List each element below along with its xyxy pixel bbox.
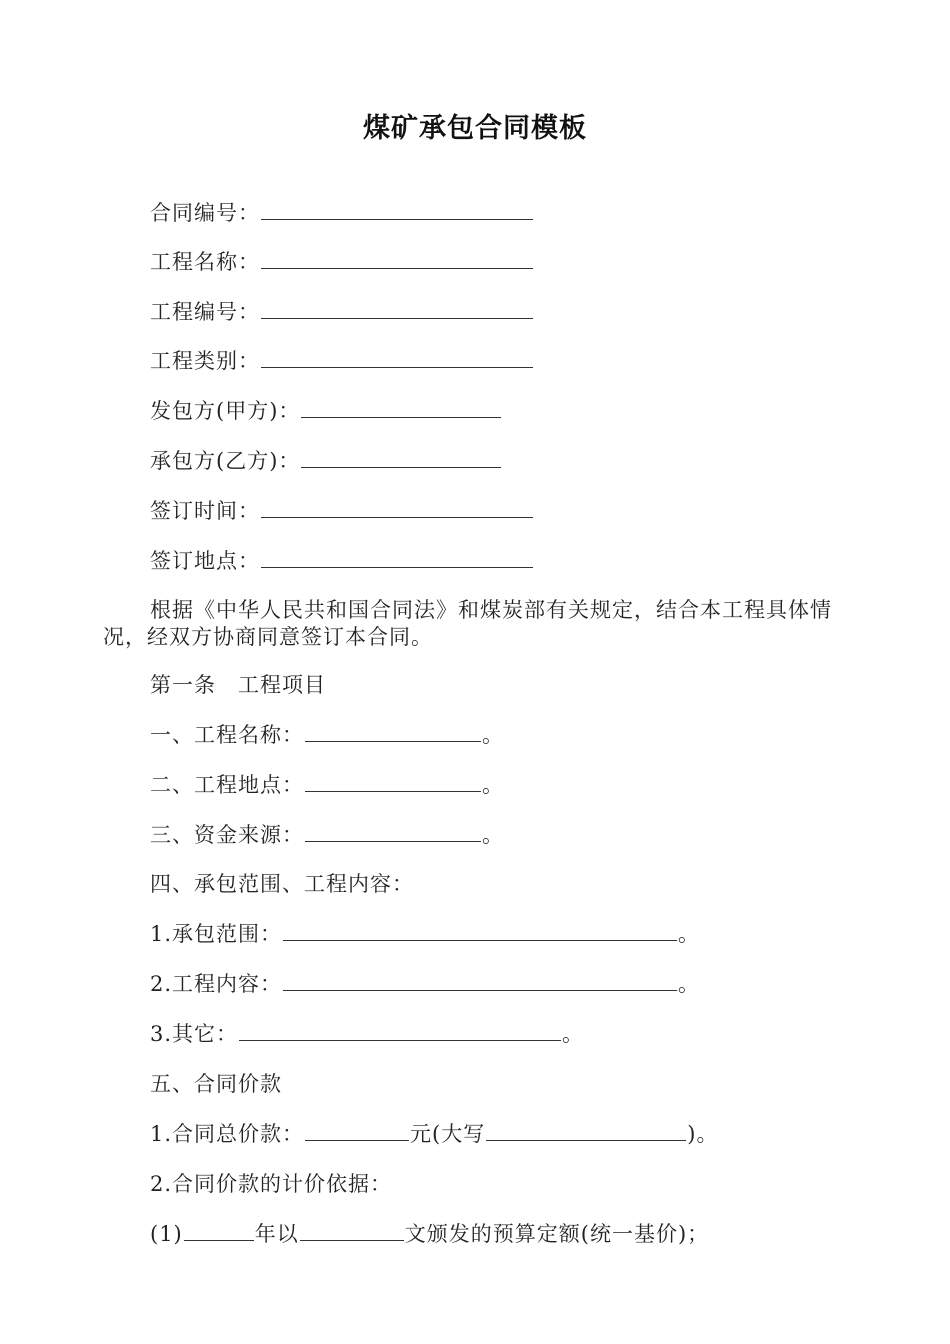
project-name-blank[interactable] — [261, 248, 533, 269]
content-line: 2.工程内容： 。 — [150, 972, 701, 996]
field-party-a: 发包方(甲方)： — [150, 397, 502, 425]
pricing-basis-1: (1) 年以 文颁发的预算定额(统一基价)； — [150, 1222, 710, 1246]
price-number-blank[interactable] — [305, 1120, 409, 1141]
contract-number-blank[interactable] — [261, 199, 533, 220]
article-1-heading: 第一条 工程项目 — [150, 673, 326, 697]
content-blank[interactable] — [283, 970, 677, 991]
field-signing-time: 签订时间： — [150, 497, 534, 525]
item2-blank[interactable] — [305, 771, 481, 792]
scope-blank[interactable] — [283, 920, 677, 941]
scope-line: 1.承包范围： 。 — [150, 922, 701, 946]
other-line: 3.其它： 。 — [150, 1022, 585, 1046]
item1-blank[interactable] — [305, 721, 481, 742]
document-title: 煤矿承包合同模板 — [363, 113, 587, 144]
contract-price-line: 1.合同总价款： 元(大写 )。 — [150, 1122, 719, 1146]
article-1-item-2: 二、工程地点： 。 — [150, 773, 504, 797]
party-a-blank[interactable] — [301, 397, 501, 418]
article-1-item-1: 一、工程名称： 。 — [150, 723, 504, 747]
field-signing-place: 签订地点： — [150, 547, 534, 575]
field-project-category: 工程类别： — [150, 347, 534, 375]
article-5-heading: 五、合同价款 — [150, 1072, 282, 1096]
pricing-basis-heading: 2.合同价款的计价依据： — [150, 1172, 393, 1196]
basis-year-blank[interactable] — [184, 1220, 254, 1241]
item3-blank[interactable] — [305, 821, 481, 842]
party-b-blank[interactable] — [301, 447, 501, 468]
other-blank[interactable] — [239, 1020, 561, 1041]
article-1-item-3: 三、资金来源： 。 — [150, 823, 504, 847]
signing-place-blank[interactable] — [261, 547, 533, 568]
signing-time-blank[interactable] — [261, 497, 533, 518]
article-1-item-4: 四、承包范围、工程内容： — [150, 872, 414, 896]
field-contract-number: 合同编号： — [150, 199, 534, 227]
intro-paragraph: 根据《中华人民共和国合同法》和煤炭部有关规定，结合本工程具体情况，经双方协商同意签订本合同。 — [103, 598, 832, 649]
field-project-number: 工程编号： — [150, 298, 534, 326]
basis-issuer-blank[interactable] — [300, 1220, 404, 1241]
project-category-blank[interactable] — [261, 347, 533, 368]
field-project-name: 工程名称： — [150, 248, 534, 276]
project-number-blank[interactable] — [261, 298, 533, 319]
field-party-b: 承包方(乙方)： — [150, 447, 502, 475]
price-words-blank[interactable] — [486, 1120, 686, 1141]
